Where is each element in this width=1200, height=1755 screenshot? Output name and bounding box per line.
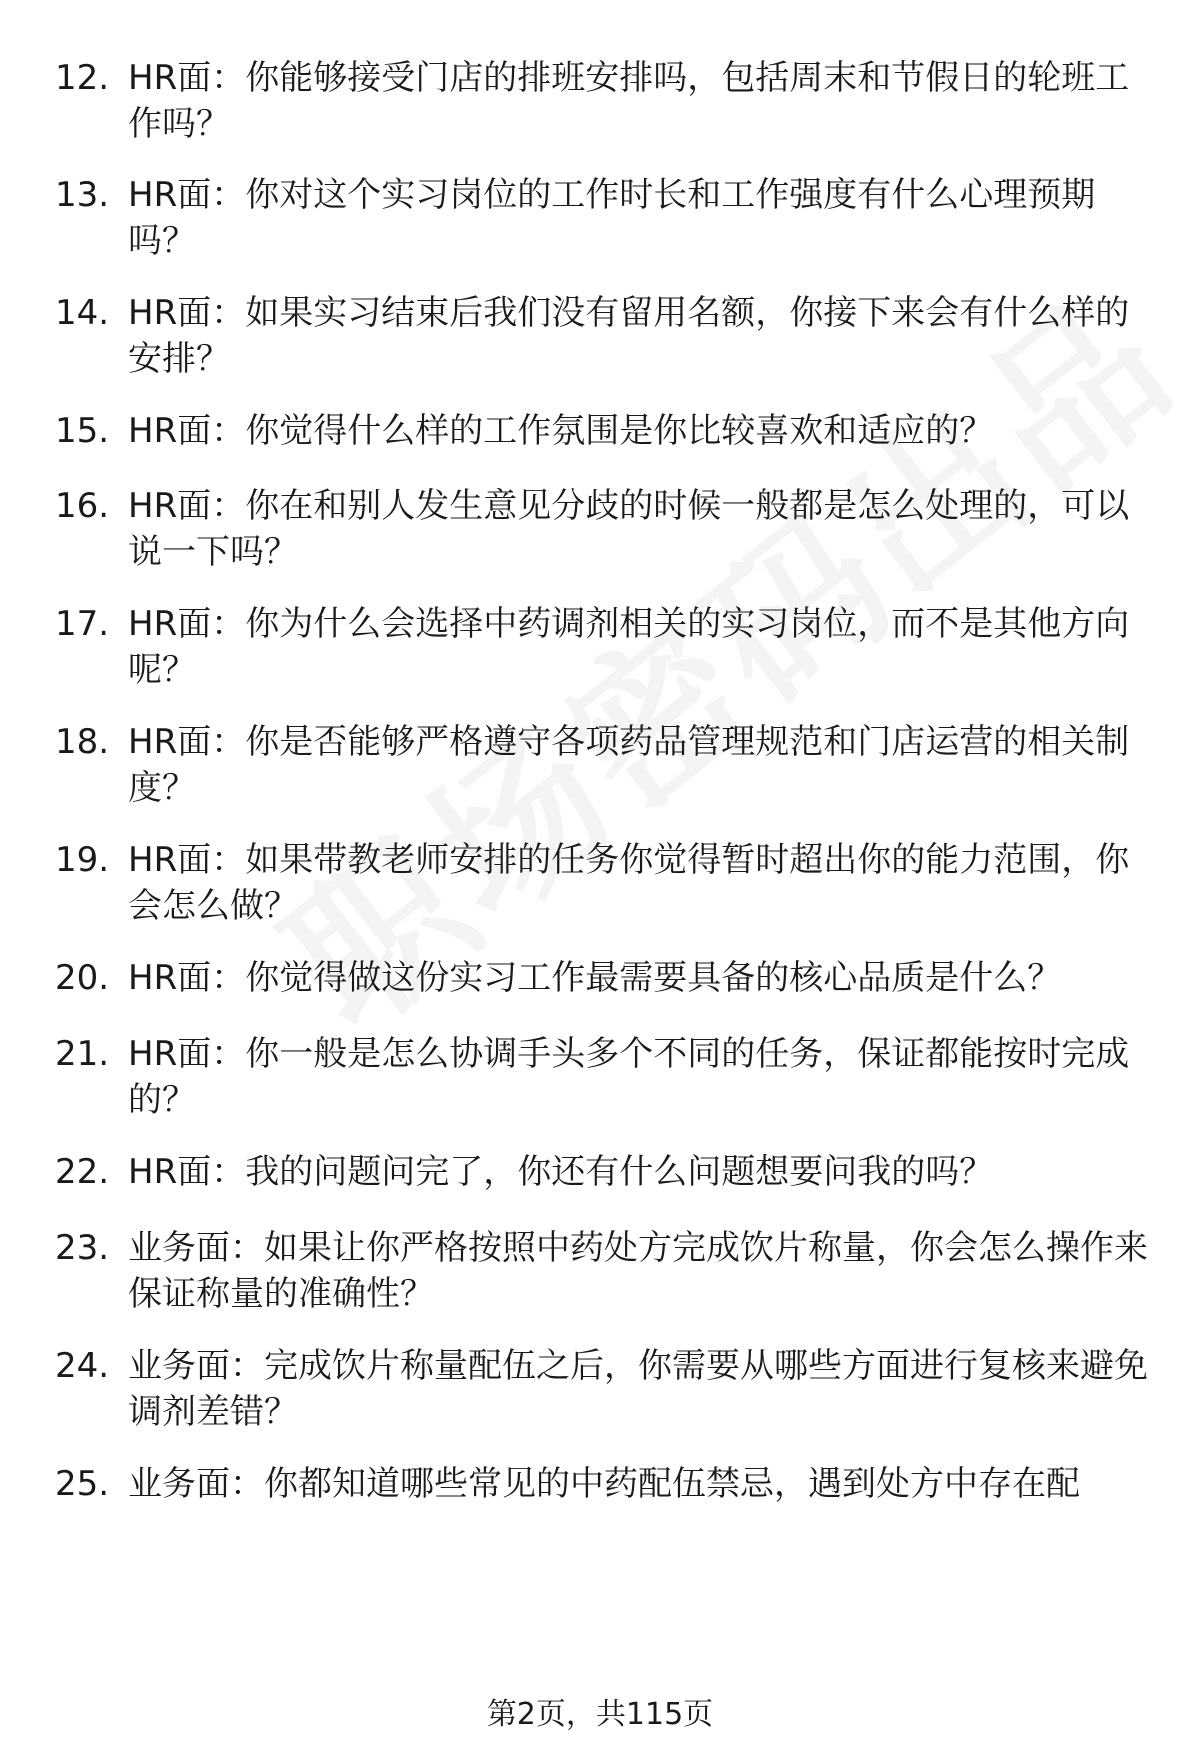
question-text: HR面：你对这个实习岗位的工作时长和工作强度有什么心理预期吗？: [128, 175, 1096, 261]
question-text: HR面：你为什么会选择中药调剂相关的实习岗位，而不是其他方向呢？: [128, 604, 1130, 690]
question-number: 19.: [55, 840, 110, 880]
question-number: 24.: [55, 1346, 110, 1386]
question-number: 14.: [55, 293, 110, 333]
question-number: 17.: [55, 604, 110, 644]
question-text: HR面：如果实习结束后我们没有留用名额，你接下来会有什么样的安排？: [128, 293, 1130, 379]
question-number: 21.: [55, 1034, 110, 1074]
question-text: HR面：你能够接受门店的排班安排吗，包括周末和节假日的轮班工作吗？: [128, 58, 1130, 144]
question-number: 23.: [55, 1228, 110, 1268]
question-number: 16.: [55, 486, 110, 526]
question-text: 业务面：如果让你严格按照中药处方完成饮片称量，你会怎么操作来保证称量的准确性？: [128, 1228, 1148, 1314]
question-number: 20.: [55, 958, 110, 998]
question-text: 业务面：你都知道哪些常见的中药配伍禁忌，遇到处方中存在配: [128, 1464, 1080, 1504]
question-text: HR面：如果带教老师安排的任务你觉得暂时超出你的能力范围，你会怎么做？: [128, 840, 1130, 926]
question-number: 12.: [55, 58, 110, 98]
question-number: 15.: [55, 411, 110, 451]
page-footer: 第2页，共115页: [486, 1697, 714, 1732]
question-text: HR面：你是否能够严格遵守各项药品管理规范和门店运营的相关制度？: [128, 722, 1130, 808]
question-number: 25.: [55, 1464, 110, 1504]
question-text: HR面：你觉得做这份实习工作最需要具备的核心品质是什么？: [128, 958, 1062, 998]
question-text: 业务面：完成饮片称量配伍之后，你需要从哪些方面进行复核来避免调剂差错？: [128, 1346, 1148, 1432]
question-number: 13.: [55, 175, 110, 215]
question-text: HR面：你在和别人发生意见分歧的时候一般都是怎么处理的，可以说一下吗？: [128, 486, 1130, 572]
question-text: HR面：你觉得什么样的工作氛围是你比较喜欢和适应的？: [128, 411, 994, 451]
question-text: HR面：你一般是怎么协调手头多个不同的任务，保证都能按时完成的？: [128, 1034, 1130, 1120]
question-number: 18.: [55, 722, 110, 762]
question-text: HR面：我的问题问完了，你还有什么问题想要问我的吗？: [128, 1152, 994, 1192]
question-number: 22.: [55, 1152, 110, 1192]
